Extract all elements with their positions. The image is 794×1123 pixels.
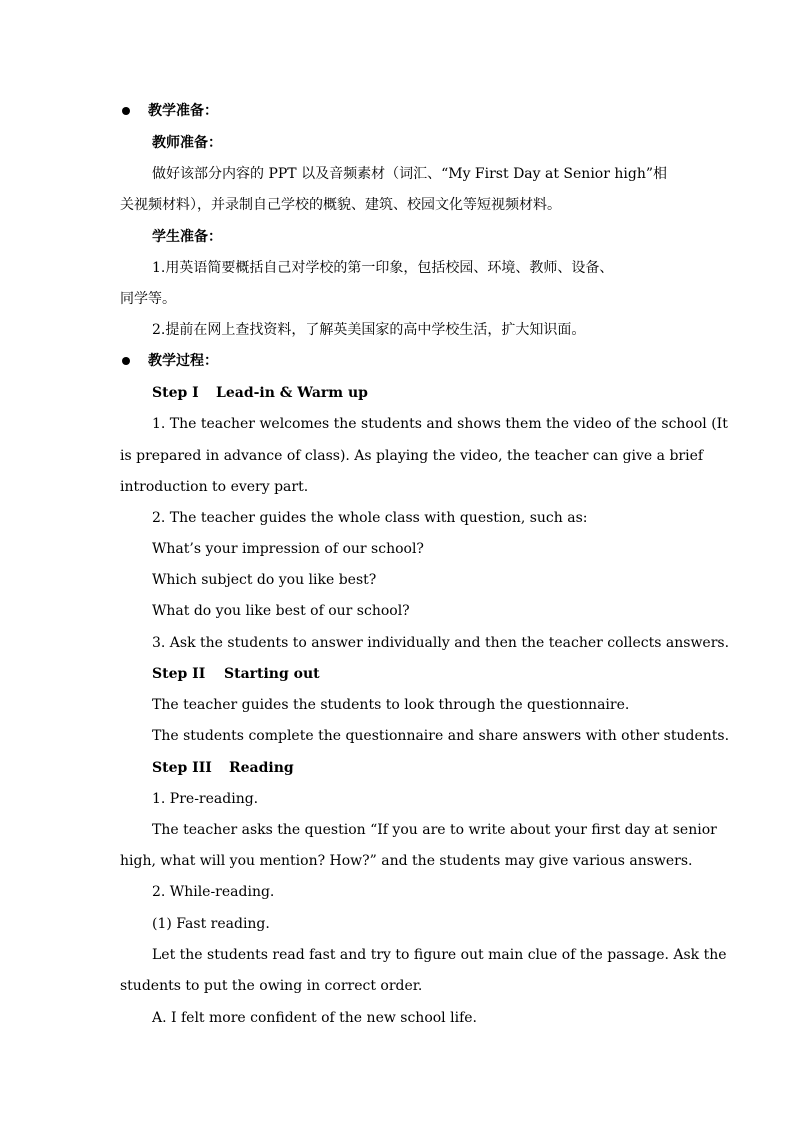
step1-question3: What do you like best of our school?: [152, 603, 410, 619]
step2-line1: The teacher guides the students to look through the questionnaire.: [152, 697, 630, 713]
step3-pre-reading-line2: high, what will you mention? How?” and the students may give various answers.: [120, 853, 693, 869]
step3-label: Step III: [152, 760, 212, 776]
section-heading-process: 教学过程：: [148, 353, 218, 369]
step3-fast-reading-line1: Let the students read fast and try to figure out main clue of the passage. Ask the: [152, 947, 727, 963]
step3-fast-reading-label: (1) Fast reading.: [152, 916, 270, 932]
step1-item1-line1: 1. The teacher welcomes the students and shows them the video of the school (It: [152, 416, 728, 432]
step1-title: Lead-in & Warm up: [216, 385, 368, 401]
step3-pre-reading-line1: The teacher asks the question “If you are to write about your first day at senior: [152, 822, 717, 838]
student-prep-item1-line1: 1.用英语简要概括自己对学校的第一印象，包括校园、环境、教师、设备、: [152, 260, 614, 276]
teacher-prep-heading: 教师准备：: [152, 135, 222, 151]
bullet-icon: [122, 107, 130, 115]
student-prep-heading: 学生准备：: [152, 229, 222, 245]
section-heading-preparation: 教学准备：: [148, 103, 218, 119]
step1-item3: 3. Ask the students to answer individually and then the teacher collects answers.: [152, 635, 730, 651]
step3-fast-reading-line2: students to put the owing in correct order.: [120, 978, 423, 994]
step3-option-a: A. I felt more confident of the new school life.: [152, 1010, 477, 1026]
bullet-icon: [122, 357, 130, 365]
step2-line2: The students complete the questionnaire and share answers with other students.: [152, 728, 730, 744]
step1-label: Step I: [152, 385, 199, 401]
step2-title: Starting out: [224, 666, 320, 682]
step1-item2: 2. The teacher guides the whole class with question, such as:: [152, 510, 588, 526]
student-prep-item2: 2.提前在网上查找资料，了解英美国家的高中学校生活，扩大知识面。: [152, 322, 586, 338]
step3-pre-reading-label: 1. Pre-reading.: [152, 791, 259, 807]
teacher-prep-text-line1: 做好该部分内容的 PPT 以及音频素材（词汇、“My First Day at Senior high”相: [152, 166, 667, 182]
step1-item1-line2: is prepared in advance of class). As playing the video, the teacher can give a brief: [120, 448, 704, 464]
step1-question1: What’s your impression of our school?: [152, 541, 424, 557]
student-prep-item1-line2: 同学等。: [120, 291, 176, 307]
step3-while-reading-label: 2. While-reading.: [152, 884, 275, 900]
step3-title: Reading: [229, 760, 294, 776]
step1-question2: Which subject do you like best?: [152, 572, 377, 588]
teacher-prep-text-line2: 关视频材料），并录制自己学校的概貌、建筑、校园文化等短视频材料。: [120, 197, 561, 213]
step2-label: Step II: [152, 666, 206, 682]
step1-item1-line3: introduction to every part.: [120, 479, 309, 495]
